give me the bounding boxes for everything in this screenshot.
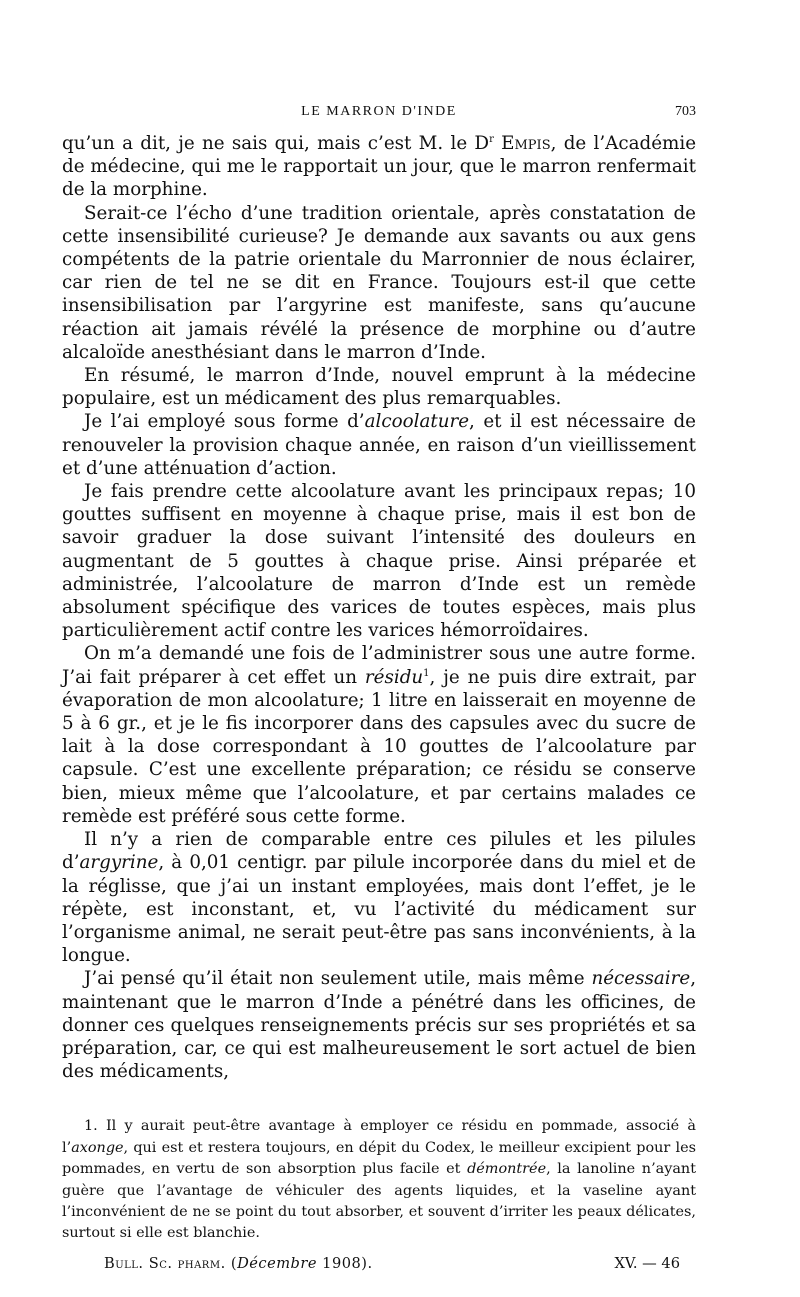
paragraph-6-text: On m’a demandé une fois de l’administrer sous une autre forme. J’ai fait préparer à cet effet un: [62, 643, 696, 688]
paragraph-1-text: qu’un a dit, je ne sais qui, mais c’est M. le D: [62, 133, 490, 154]
paragraph-1: [62, 132, 696, 202]
page: [62, 104, 696, 1279]
paragraph-5: Je fais prendre cette alcoolature avant les principaux repas; 10 gouttes suffisent en moyenne à chaque prise, mais il est bon de savoir graduer la dose suivant l’intensité des douleurs en augmentant de 5 gouttes à chaque prise. Ainsi préparée et administrée, l’alcoolature de marron d’Inde est un remède absolument spécifique des varices de toutes espèces, mais plus particulièrement actif contre les varices hémorroïdaires.: [62, 481, 696, 642]
body-text: [62, 132, 696, 1083]
paragraph-7-text-cont: , à 0,01 centigr. par pilule incorporée dans du miel et de la réglisse, que j’ai un instant employées, mais dont l’effet, je le répète, est inconstant, et, vu l’activité du médicament sur l’organisme animal, ne serait peut-être pas sans inconvénients, à la longue.: [62, 852, 696, 967]
footnote-marker-1[interactable]: 1: [423, 667, 430, 679]
paragraph-7: [62, 828, 696, 967]
footnote-1-text: 1. Il y aurait peut-être avantage à employer ce résidu en pommade, associé à l’: [62, 1118, 696, 1156]
paragraph-7-text: Il n’y a rien de comparable entre ces pilules et les pilules d’: [62, 829, 696, 874]
signature-mark: XV. — 46: [614, 1254, 680, 1272]
paragraph-4-text: Je l’ai employé sous forme d’: [84, 411, 365, 433]
paragraph-6-text-cont: , je ne puis dire extrait, par évaporation de mon alcoolature; 1 litre en laisserait en moyenne de 5 à 6 gr., et je le fis incorporer dans des capsules avec du sucre de lait à la dose correspondant à 10 gouttes de l’alcoolature par capsule. C’est une excellente préparation; ce résidu se conserve bien, mieux même que l’alcoolature, et par certains malades ce remède est préféré sous cette forme.: [62, 666, 696, 827]
footnotes: [62, 1116, 696, 1244]
author-name-empis: Empis: [501, 133, 551, 154]
paragraph-3: En résumé, le marron d’Inde, nouvel emprunt à la médecine populaire, est un médicament des plus remarquables.: [62, 365, 696, 410]
term-demontree: démontrée: [467, 1161, 547, 1178]
paragraph-8: [62, 967, 696, 1083]
term-axonge: axonge: [71, 1139, 124, 1156]
term-residu: résidu: [364, 666, 424, 688]
term-necessaire: nécessaire: [591, 968, 691, 990]
journal-month: Décembre: [237, 1254, 318, 1272]
footnote-1: [62, 1116, 696, 1244]
running-title: LE MARRON D'INDE: [301, 104, 457, 119]
paragraph-8-text-cont: , maintenant que le marron d’Inde a pénétré dans les officines, de donner ces quelques renseignements précis sur ses propriétés et sa préparation, car, ce qui est malheureusement le sort actuel de bien des médicaments,: [62, 968, 696, 1083]
journal-name: Bull. Sc. pharm. (: [104, 1254, 238, 1272]
page-number: 703: [675, 104, 696, 119]
journal-year: 1908).: [317, 1254, 373, 1272]
footnote-1-text-cont: , qui est et restera toujours, en dépit du Codex, le meilleur excipient pour les pommades, en vertu de son absorption plus facile et: [62, 1139, 696, 1178]
term-alcoolature: alcoolature: [364, 411, 470, 433]
paragraph-4: [62, 410, 696, 480]
term-argyrine: argyrine: [79, 852, 159, 874]
journal-citation: [104, 1255, 373, 1272]
page-footer: [62, 1255, 696, 1279]
running-head: [62, 104, 696, 132]
doctor-superscript: r: [489, 133, 494, 145]
paragraph-6: [62, 642, 696, 828]
footnote-1-text-end: , la lanoline n’ayant guère que l’avantage de véhiculer des agents liquides, et la vaseline ayant l’inconvénient de ne se point du tout absorber, et souvent d’irriter les peaux délicates, surtout si elle est blanchie.: [62, 1161, 696, 1242]
paragraph-8-text: J’ai pensé qu’il était non seulement utile, mais même: [84, 968, 592, 990]
paragraph-2: Serait-ce l’écho d’une tradition orientale, après constatation de cette insensibilité curieuse? Je demande aux savants ou aux gens compétents de la patrie orientale du Marronnier de nous éclairer, car rien de tel ne se dit en France. Toujours est-il que cette insensibilisation par l’argyrine est manifeste, sans qu’aucune réaction ait jamais révélé la présence de morphine ou d’autre alcaloïde anesthésiant dans le marron d’Inde.: [62, 202, 696, 363]
paragraph-4-text-cont: , et il est nécessaire de renouveler la provision chaque année, en raison d’un vieillissement et d’une atténuation d’action.: [62, 411, 696, 479]
paragraph-1-text-cont: , de l’Académie de médecine, qui me le rapportait un jour, que le marron renfermait de la morphine.: [62, 133, 697, 201]
